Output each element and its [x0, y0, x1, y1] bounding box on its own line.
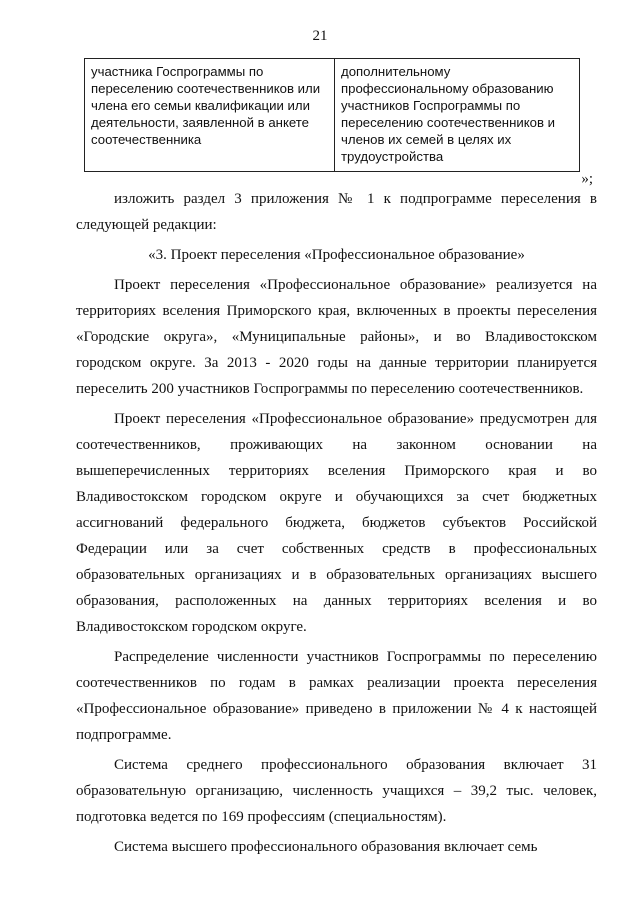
section-heading: «3. Проект переселения «Профессиональное образование»	[148, 247, 525, 263]
document-body	[76, 186, 597, 860]
paragraph: изложить раздел 3 приложения № 1 к подпрограмме переселения в следующей редакции:	[76, 191, 597, 233]
table-cell: участника Госпрограммы по переселению соотечественников или члена его семьи квалификации или деятельности, заявленной в анкете соотечественника	[85, 59, 335, 172]
continuation-table	[84, 58, 580, 172]
paragraph: Проект переселения «Профессиональное образование» реализуется на территориях вселения Приморского края, включенных в проекты переселения «Городские округа», «Муниципальные районы», и во Владивостокском городском округе. За 2013 - 2020 годы на данные территории планируется переселить 200 участников Госпрограммы по переселению соотечественников.	[76, 277, 597, 397]
table-cell: дополнительному профессиональному образованию участников Госпрограммы по переселению соотечественников и членов их семей в целях их трудоустройства	[335, 59, 580, 172]
paragraph: Проект переселения «Профессиональное образование» предусмотрен для соотечественников, проживающих на законном основании на вышеперечисленных территориях вселения Приморского края и во Владивостокском городском округе и обучающихся за счет бюджетных ассигнований федерального бюджета, бюджетов субъектов Российской Федерации или за счет собственных средств в профессиональных образовательных организациях и в образовательных организациях высшего образования, расположенных на данных территориях вселения и во Владивостокском городском округе.	[76, 411, 597, 635]
closing-quote: »;	[581, 171, 593, 187]
paragraph: Распределение численности участников Госпрограммы по переселению соотечественников по годам в рамках реализации проекта переселения «Профессиональное образование» приведено в приложении № 4 к настоящей подпрограмме.	[76, 649, 597, 743]
paragraph: Система высшего профессионального образования включает семь	[114, 839, 538, 855]
page-number: 21	[312, 28, 328, 44]
paragraph: Система среднего профессионального образования включает 31 образовательную организацию, численность учащихся – 39,2 тыс. человек, подготовка ведется по 169 профессиям (специальностям).	[76, 757, 597, 825]
table-row	[85, 59, 580, 172]
